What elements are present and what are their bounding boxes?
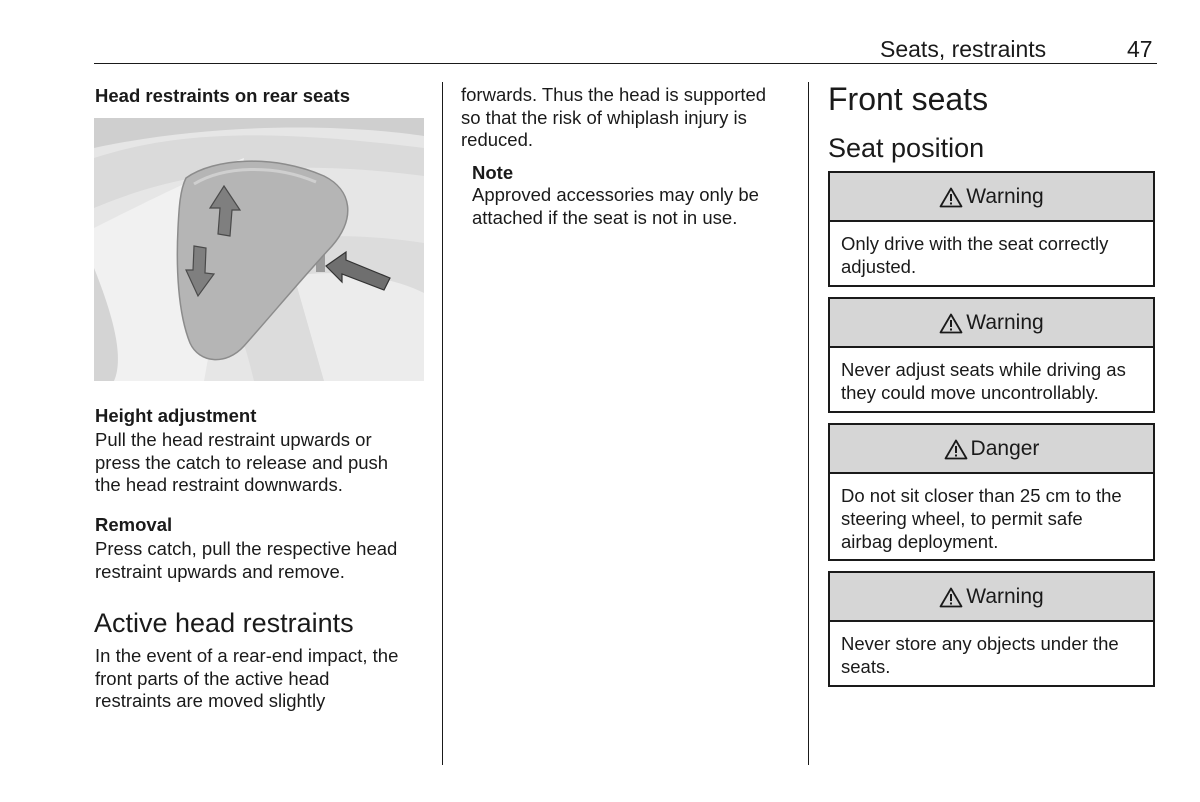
seat-position-heading: Seat position bbox=[828, 133, 985, 163]
warning-box-header bbox=[830, 573, 1153, 622]
warning-text: Only drive with the seat correctly adjusted. bbox=[841, 233, 1109, 277]
removal-heading: Removal bbox=[95, 514, 173, 535]
note-text: Approved accessories may only be attached if the seat is not in use. bbox=[472, 184, 759, 228]
warning-label: Warning bbox=[966, 584, 1044, 608]
warning-box bbox=[828, 171, 1155, 287]
warning-box-header bbox=[830, 173, 1153, 222]
danger-box bbox=[828, 423, 1155, 561]
warning-label: Warning bbox=[966, 310, 1044, 334]
warning-triangle-icon bbox=[939, 187, 963, 208]
note-label: Note bbox=[472, 162, 514, 183]
column-divider-left bbox=[442, 82, 443, 765]
running-header-section: Seats, restraints bbox=[880, 36, 1047, 62]
header-rule bbox=[94, 63, 1157, 64]
head-restraint-illustration bbox=[94, 118, 424, 381]
rear-head-restraints-heading: Head restraints on rear seats bbox=[95, 85, 351, 106]
warning-triangle-icon bbox=[939, 313, 963, 334]
warning-text: Never store any objects under the seats. bbox=[841, 633, 1119, 677]
height-adjustment-heading: Height adjustment bbox=[95, 405, 257, 426]
active-head-restraints-text: In the event of a rear-end impact, the front parts of the active head restraints are moved slightly bbox=[95, 645, 399, 711]
warning-triangle-icon bbox=[944, 439, 968, 460]
danger-label: Danger bbox=[970, 436, 1040, 460]
danger-text: Do not sit closer than 25 cm to the steering wheel, to permit safe airbag deployment. bbox=[841, 485, 1122, 552]
danger-box-header bbox=[830, 425, 1153, 474]
warning-box bbox=[828, 297, 1155, 413]
removal-text: Press catch, pull the respective head restraint upwards and remove. bbox=[95, 538, 398, 582]
warning-box bbox=[828, 571, 1155, 687]
warning-box-header bbox=[830, 299, 1153, 348]
active-head-restraints-heading: Active head restraints bbox=[94, 608, 354, 638]
page-number: 47 bbox=[1127, 36, 1153, 62]
front-seats-heading: Front seats bbox=[828, 81, 989, 117]
warning-label: Warning bbox=[966, 184, 1044, 208]
height-adjustment-text: Pull the head restraint upwards or press the catch to release and push the head restraint downwards. bbox=[95, 429, 389, 495]
column-divider-right bbox=[808, 82, 809, 765]
warning-triangle-icon bbox=[939, 587, 963, 608]
continued-text: forwards. Thus the head is supported so that the risk of whiplash injury is reduced. bbox=[461, 84, 767, 150]
warning-text: Never adjust seats while driving as they could move uncontrollably. bbox=[841, 359, 1126, 403]
